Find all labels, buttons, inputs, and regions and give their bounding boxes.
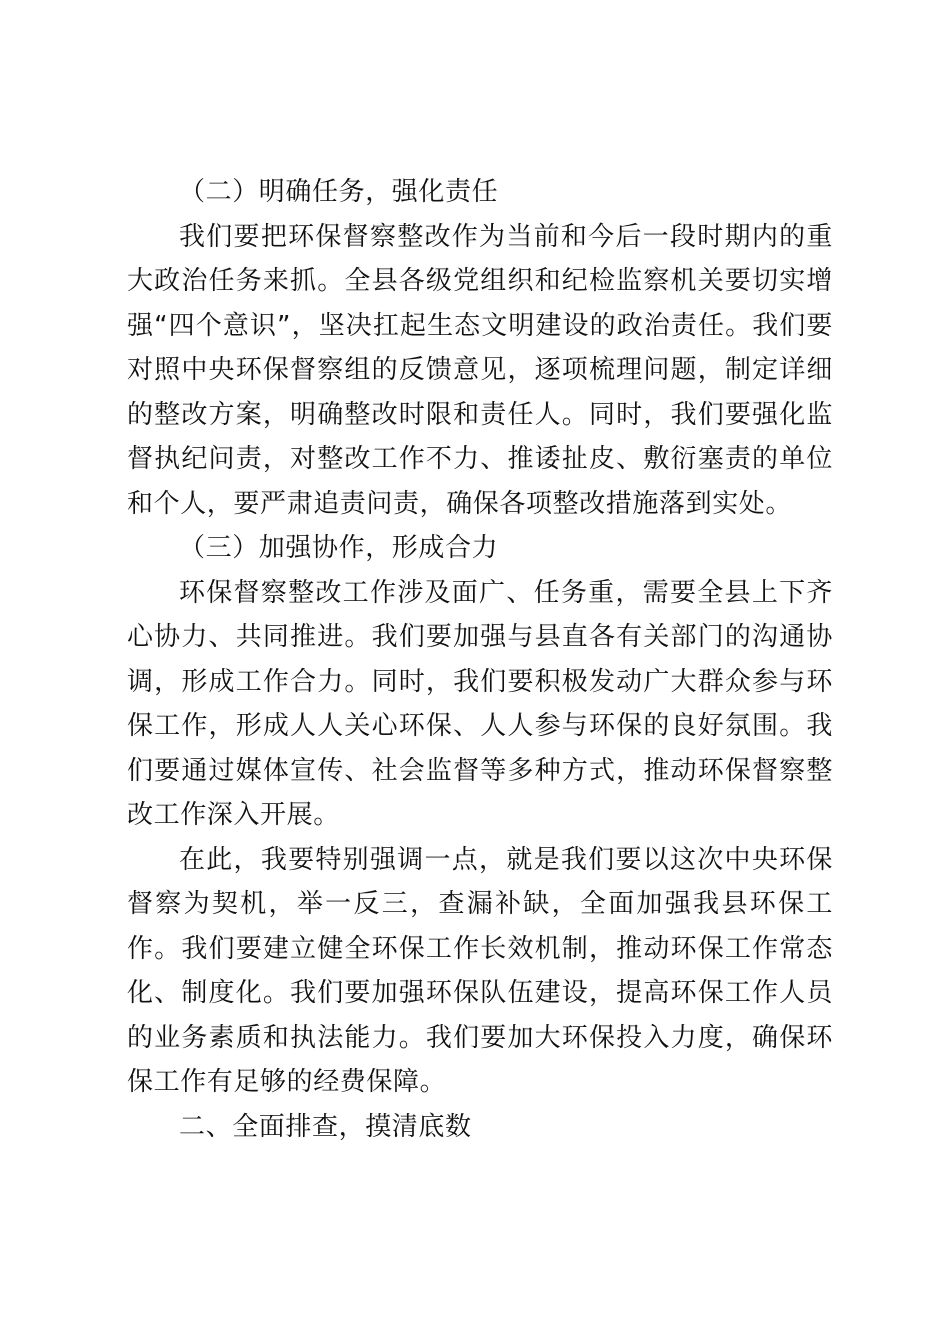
paragraph-responsibility: 我们要把环保督察整改作为当前和今后一段时期内的重大政治任务来抓。全县各级党组织和纪检监察机关要切实增强“四个意识”，坚决扛起生态文明建设的政治责任。我们要对照中央环保督察组的反馈意见，逐项梳理问题，制定详细的整改方案，明确整改时限和责任人。同时，我们要强化监督执纪问责，对整改工作不力、推诿扯皮、敷衍塞责的单位和个人，要严肃追责问责，确保各项整改措施落到实处。 <box>127 221 833 519</box>
document-page <box>127 170 833 1149</box>
subheading-clarify-tasks: （二）明确任务，强化责任 <box>179 177 499 207</box>
paragraph-emphasis: 在此，我要特别强调一点，就是我们要以这次中央环保督察为契机，举一反三，查漏补缺，全面加强我县环保工作。我们要建立健全环保工作长效机制，推动环保工作常态化、制度化。我们要加强环保队伍建设，提高环保工作人员的业务素质和执法能力。我们要加大环保投入力度，确保环保工作有足够的经费保障。 <box>127 844 833 1097</box>
subheading-strengthen-cooperation: （三）加强协作，形成合力 <box>179 533 499 563</box>
section-heading-investigation: 二、全面排查，摸清底数 <box>179 1111 472 1142</box>
paragraph-cooperation: 环保督察整改工作涉及面广、任务重，需要全县上下齐心协力、共同推进。我们要加强与县直各有关部门的沟通协调，形成工作合力。同时，我们要积极发动广大群众参与环保工作，形成人人关心环保、人人参与环保的良好氛围。我们要通过媒体宣传、社会监督等多种方式，推动环保督察整改工作深入开展。 <box>127 577 833 830</box>
